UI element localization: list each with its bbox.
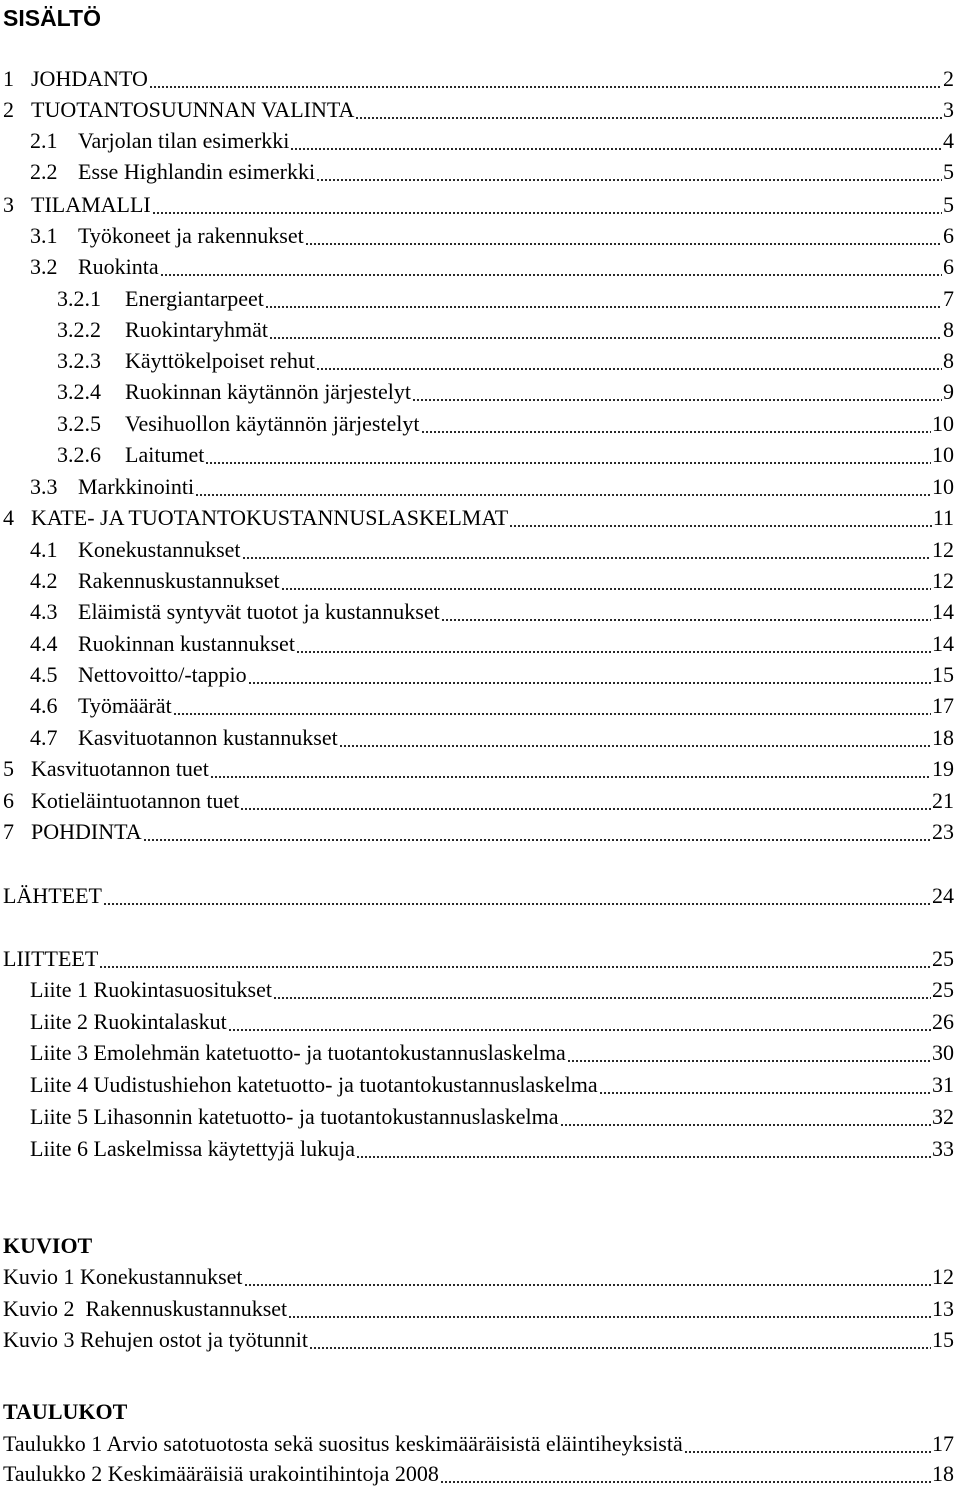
toc-entry[interactable]: [30, 127, 954, 155]
dot-leader: [248, 661, 931, 689]
dot-leader: [412, 378, 942, 406]
toc-entry-number: 4.1: [30, 537, 58, 562]
dot-leader: [509, 504, 932, 532]
toc-entry-title: Konekustannukset: [78, 537, 241, 562]
toc-entry-title: Työkoneet ja rakennukset: [78, 223, 304, 248]
toc-entry-title: Varjolan tilan esimerkki: [78, 128, 290, 153]
toc-entry[interactable]: [30, 222, 954, 250]
toc-entry-page: 10: [932, 411, 954, 436]
toc-entry-number: 2: [3, 97, 14, 122]
toc-entry-title: Ruokinnan kustannukset: [78, 631, 295, 656]
toc-entry-page: 15: [932, 662, 954, 687]
toc-entry[interactable]: [3, 96, 954, 124]
dot-leader: [290, 127, 942, 155]
toc-entry-title: JOHDANTO: [31, 66, 148, 91]
toc-entry-page: 12: [932, 568, 954, 593]
dot-leader: [309, 1326, 931, 1354]
toc-entry-title: Ruokinnan käytännön järjestelyt: [125, 379, 411, 404]
appendix-entry[interactable]: [30, 1135, 954, 1163]
toc-entry[interactable]: [30, 158, 954, 186]
toc-entry-number: 3.2.3: [57, 348, 101, 373]
toc-entry-page: 11: [932, 505, 954, 530]
toc-entry-title: Markkinointi: [78, 474, 195, 499]
toc-entry[interactable]: [57, 316, 954, 344]
dot-leader: [269, 316, 942, 344]
toc-entry-number: 4.6: [30, 693, 58, 718]
toc-entry-number: 3.2.4: [57, 379, 101, 404]
toc-entry-title: Esse Highlandin esimerkki: [78, 159, 316, 184]
dot-leader: [152, 191, 942, 219]
toc-entry-title: LIITTEET: [3, 946, 99, 971]
table-title: Taulukko 1 Arvio satotuotosta sekä suositus keskimääräisistä eläintiheyksistä: [3, 1431, 683, 1456]
toc-entry-title: Rakennuskustannukset: [78, 568, 280, 593]
toc-entry-number: 7: [3, 819, 14, 844]
dot-leader: [296, 630, 931, 658]
toc-entry-number: 2.1: [30, 128, 58, 153]
dot-leader: [421, 410, 932, 438]
appendix-title: Liite 6 Laskelmissa käytettyjä lukuja: [30, 1136, 356, 1161]
toc-entry-title: TUOTANTOSUUNNAN VALINTA: [31, 97, 355, 122]
toc-entry[interactable]: [30, 536, 954, 564]
table-title: Taulukko 2 Keskimääräisiä urakointihintoja 2008: [3, 1461, 439, 1486]
toc-entry-page: 8: [943, 348, 954, 373]
dot-leader: [210, 755, 931, 783]
dot-leader: [103, 882, 931, 910]
appendix-entry[interactable]: [30, 1039, 954, 1067]
dot-leader: [228, 1008, 931, 1036]
dot-leader: [567, 1039, 931, 1067]
toc-entry-number: 3.2.2: [57, 317, 101, 342]
toc-entry-title: Kasvituotannon tuet: [31, 756, 209, 781]
toc-entry-page: 10: [932, 474, 954, 499]
appendix-page: 26: [932, 1009, 954, 1034]
dot-leader: [160, 253, 942, 281]
dot-leader: [316, 158, 942, 186]
dot-leader: [599, 1071, 931, 1099]
toc-entry-title: Ruokintaryhmät: [125, 317, 268, 342]
dot-leader: [355, 96, 942, 124]
toc-entry-title: Käyttökelpoiset rehut: [125, 348, 316, 373]
toc-entry-number: 3: [3, 192, 14, 217]
appendix-title: Liite 1 Ruokintasuositukset: [30, 977, 272, 1002]
toc-entry-page: 6: [943, 254, 954, 279]
toc-entry[interactable]: [3, 818, 954, 846]
toc-entry-page: 23: [932, 819, 954, 844]
dot-leader: [316, 347, 942, 375]
toc-entry[interactable]: [30, 724, 954, 752]
dot-leader: [242, 536, 931, 564]
figures-heading: KUVIOT: [3, 1233, 93, 1258]
toc-entry-title: KATE- JA TUOTANTOKUSTANNUSLASKELMAT: [31, 505, 509, 530]
dot-leader: [195, 473, 931, 501]
toc-entry-lahteet[interactable]: [3, 882, 954, 910]
toc-entry-page: 5: [943, 192, 954, 217]
toc-entry-page: 18: [932, 725, 954, 750]
toc-entry[interactable]: [30, 630, 954, 658]
toc-entry-title: TILAMALLI: [31, 192, 151, 217]
dot-leader: [440, 1460, 931, 1488]
toc-entry[interactable]: [3, 65, 954, 93]
dot-leader: [273, 976, 931, 1004]
dot-leader: [281, 567, 931, 595]
table-page: 18: [932, 1461, 954, 1486]
toc-entry-number: 3.2.6: [57, 442, 101, 467]
toc-entry[interactable]: [57, 441, 954, 469]
toc-entry-number: 3.2.1: [57, 286, 101, 311]
toc-entry-number: 4.4: [30, 631, 58, 656]
figure-page: 12: [932, 1264, 954, 1289]
toc-entry-number: 5: [3, 756, 14, 781]
tables-heading: TAULUKOT: [3, 1399, 128, 1424]
dot-leader: [356, 1135, 931, 1163]
toc-entry-number: 1: [3, 66, 14, 91]
figure-title: Kuvio 3 Rehujen ostot ja työtunnit: [3, 1327, 308, 1352]
toc-entry-liitteet[interactable]: [3, 945, 954, 973]
toc-entry-page: 8: [943, 317, 954, 342]
toc-entry[interactable]: [57, 410, 954, 438]
figure-title: Kuvio 1 Konekustannukset: [3, 1264, 243, 1289]
dot-leader: [143, 818, 931, 846]
toc-entry[interactable]: [30, 598, 954, 626]
toc-entry[interactable]: [3, 755, 954, 783]
toc-entry-number: 4: [3, 505, 14, 530]
toc-entry-title: POHDINTA: [31, 819, 142, 844]
appendix-entry[interactable]: [30, 1071, 954, 1099]
toc-entry-title: LÄHTEET: [3, 883, 102, 908]
figure-entry[interactable]: [3, 1326, 954, 1354]
dot-leader: [149, 65, 942, 93]
dot-leader: [244, 1263, 931, 1291]
dot-leader: [339, 724, 931, 752]
table-entry[interactable]: [3, 1430, 954, 1458]
toc-entry-number: 3.2: [30, 254, 58, 279]
figure-page: 15: [932, 1327, 954, 1352]
toc-entry-number: 4.3: [30, 599, 58, 624]
toc-entry-page: 17: [932, 693, 954, 718]
toc-entry-title: Ruokinta: [78, 254, 159, 279]
table-entry[interactable]: [3, 1460, 954, 1488]
toc-entry-page: 12: [932, 537, 954, 562]
appendix-entry[interactable]: [30, 1103, 954, 1131]
toc-entry-number: 6: [3, 788, 14, 813]
toc-entry[interactable]: [57, 285, 954, 313]
figure-page: 13: [932, 1296, 954, 1321]
toc-entry-page: 7: [943, 286, 954, 311]
toc-entry-page: 24: [932, 883, 954, 908]
dot-leader: [205, 441, 931, 469]
toc-entry-title: Kotieläintuotannon tuet: [31, 788, 240, 813]
appendix-page: 31: [932, 1072, 954, 1097]
toc-entry-page: 25: [932, 946, 954, 971]
toc-entry-number: 3.3: [30, 474, 58, 499]
figure-entry[interactable]: [3, 1295, 954, 1323]
toc-entry-number: 3.2.5: [57, 411, 101, 436]
toc-entry-page: 14: [932, 631, 954, 656]
toc-entry-page: 2: [943, 66, 954, 91]
toc-entry-number: 4.2: [30, 568, 58, 593]
toc-entry-title: Energiantarpeet: [125, 286, 264, 311]
appendix-title: Liite 4 Uudistushiehon katetuotto- ja tuotantokustannuslaskelma: [30, 1072, 598, 1097]
appendix-title: Liite 5 Lihasonnin katetuotto- ja tuotantokustannuslaskelma: [30, 1104, 559, 1129]
toc-entry[interactable]: [57, 378, 954, 406]
dot-leader: [99, 945, 931, 973]
appendix-title: Liite 3 Emolehmän katetuotto- ja tuotantokustannuslaskelma: [30, 1040, 566, 1065]
toc-entry-number: 4.5: [30, 662, 58, 687]
dot-leader: [441, 598, 931, 626]
toc-entry[interactable]: [30, 253, 954, 281]
dot-leader: [684, 1430, 931, 1458]
toc-entry[interactable]: [3, 191, 954, 219]
toc-entry-page: 5: [943, 159, 954, 184]
appendix-page: 32: [932, 1104, 954, 1129]
toc-entry[interactable]: [30, 661, 954, 689]
toc-entry-page: 9: [943, 379, 954, 404]
toc-entry-title: Eläimistä syntyvät tuotot ja kustannukset: [78, 599, 440, 624]
toc-entry[interactable]: [30, 692, 954, 720]
dot-leader: [288, 1295, 931, 1323]
toc-entry-title: Vesihuollon käytännön järjestelyt: [125, 411, 420, 436]
toc-entry-page: 4: [943, 128, 954, 153]
toc-entry-title: Kasvituotannon kustannukset: [78, 725, 338, 750]
toc-entry-page: 21: [932, 788, 954, 813]
dot-leader: [265, 285, 942, 313]
page-title: SISÄLTÖ: [3, 5, 101, 31]
appendix-page: 33: [932, 1136, 954, 1161]
appendix-entry[interactable]: [30, 976, 954, 1004]
dot-leader: [305, 222, 942, 250]
toc-entry-title: Työmäärät: [78, 693, 172, 718]
figure-title: Kuvio 2 Rakennuskustannukset: [3, 1296, 288, 1321]
toc-entry-page: 19: [932, 756, 954, 781]
appendix-page: 25: [932, 977, 954, 1002]
toc-entry[interactable]: [30, 473, 954, 501]
toc-entry-page: 10: [932, 442, 954, 467]
dot-leader: [560, 1103, 931, 1131]
appendix-title: Liite 2 Ruokintalaskut: [30, 1009, 227, 1034]
figure-entry[interactable]: [3, 1263, 954, 1291]
toc-entry-page: 6: [943, 223, 954, 248]
appendix-entry[interactable]: [30, 1008, 954, 1036]
toc-entry-title: Nettovoitto/-tappio: [78, 662, 247, 687]
toc-entry[interactable]: [30, 567, 954, 595]
toc-entry-number: 3.1: [30, 223, 58, 248]
table-page: 17: [932, 1431, 954, 1456]
toc-entry-page: 14: [932, 599, 954, 624]
toc-entry-title: Laitumet: [125, 442, 205, 467]
toc-entry[interactable]: [57, 347, 954, 375]
toc-entry-number: 4.7: [30, 725, 58, 750]
toc-entry-page: 3: [943, 97, 954, 122]
toc-entry[interactable]: [3, 504, 954, 532]
appendix-page: 30: [932, 1040, 954, 1065]
dot-leader: [240, 787, 931, 815]
toc-entry-number: 2.2: [30, 159, 58, 184]
toc-entry[interactable]: [3, 787, 954, 815]
dot-leader: [173, 692, 931, 720]
